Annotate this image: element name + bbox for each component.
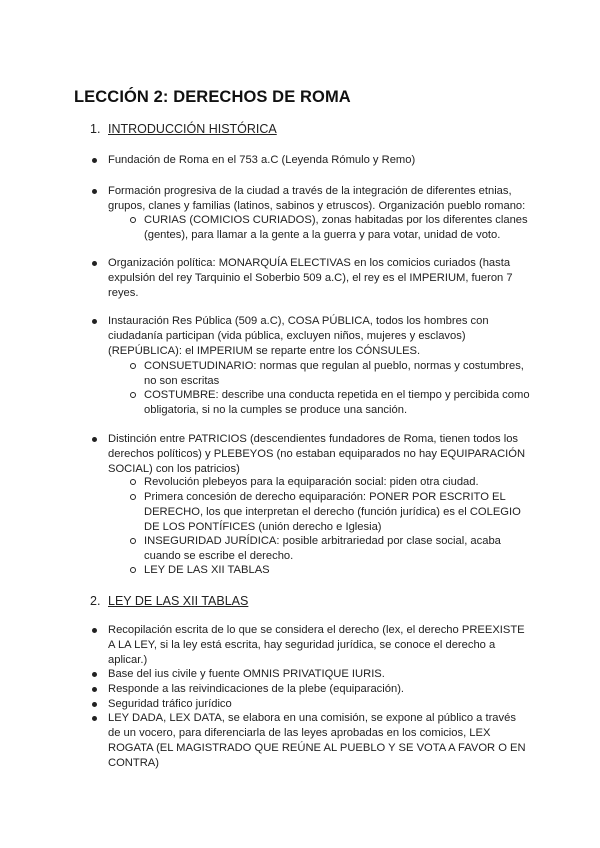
sub-bullet-item: INSEGURIDAD JURÍDICA: posible arbitrariedad por clase social, acaba cuando se escribe el derecho.: [144, 534, 536, 564]
bullet-item: Recopilación escrita de lo que se considera el derecho (lex, el derecho PREEXISTE A LA LEY, si la ley está escrita, hay seguridad jurídica, se conoce el derecho a aplicar.): [108, 623, 528, 668]
bullet-item: Formación progresiva de la ciudad a través de la integración de diferentes etnias, grupos, clanes y familias (latinos, sabinos y etruscos). Organización pueblo romano:: [108, 184, 528, 214]
bullet-item: Fundación de Roma en el 753 a.C (Leyenda Rómulo y Remo): [108, 153, 528, 168]
section-heading-1: [90, 122, 277, 136]
section-heading-2: [90, 594, 248, 608]
sub-bullet-item: Primera concesión de derecho equiparación: PONER POR ESCRITO EL DERECHO, los que interpretan el derecho (función jurídica) es el COLEGIO DE LOS PONTÍFICES (unión derecho e Iglesia): [144, 490, 536, 535]
section-number: 2.: [90, 594, 101, 608]
lesson-title: LECCIÓN 2: DERECHOS DE ROMA: [74, 88, 351, 106]
bullet-item: Base del ius civile y fuente OMNIS PRIVATIQUE IURIS.: [108, 667, 528, 682]
bullet-item: Distinción entre PATRICIOS (descendientes fundadores de Roma, tienen todos los derechos políticos) y PLEBEYOS (no estaban equiparados no hay EQUIPARACIÓN SOCIAL) con los patricios): [108, 432, 528, 477]
sub-bullet-item: COSTUMBRE: describe una conducta repetida en el tiempo y percibida como obligatoria, si no la cumples se produce una sanción.: [144, 388, 536, 418]
sub-bullet-item: CURIAS (COMICIOS CURIADOS), zonas habitadas por los diferentes clanes (gentes), para llamar a la gente a la guerra y para votar, unidad de voto.: [144, 213, 536, 243]
bullet-item: Organización política: MONARQUÍA ELECTIVAS en los comicios curiados (hasta expulsión del rey Tarquinio el Soberbio 509 a.C), el rey es el IMPERIUM, fueron 7 reyes.: [108, 256, 528, 301]
bullet-item: Instauración Res Pública (509 a.C), COSA PÚBLICA, todos los hombres con ciudadanía participan (vida pública, excluyen niños, mujeres y esclavos) (REPÚBLICA): el IMPERIUM se reparte entre los CÓNSULES.: [108, 314, 528, 359]
section-title: LEY DE LAS XII TABLAS: [108, 594, 249, 608]
bullet-item: Seguridad tráfico jurídico: [108, 697, 528, 712]
bullet-item: LEY DADA, LEX DATA, se elabora en una comisión, se expone al público a través de un vocero, para diferenciarla de las leyes aprobadas en los comicios, LEX ROGATA (EL MAGISTRADO QUE REÚNE AL PUEBLO Y SE VOTA A FAVOR O EN CONTRA): [108, 711, 528, 771]
section-number: 1.: [90, 122, 101, 136]
sub-bullet-item: CONSUETUDINARIO: normas que regulan al pueblo, normas y costumbres, no son escritas: [144, 359, 536, 389]
bullet-item: Responde a las reivindicaciones de la plebe (equiparación).: [108, 682, 528, 697]
sub-bullet-item: LEY DE LAS XII TABLAS: [144, 563, 536, 578]
sub-bullet-item: Revolución plebeyos para la equiparación social: piden otra ciudad.: [144, 475, 536, 490]
section-title: INTRODUCCIÓN HISTÓRICA: [108, 122, 277, 136]
